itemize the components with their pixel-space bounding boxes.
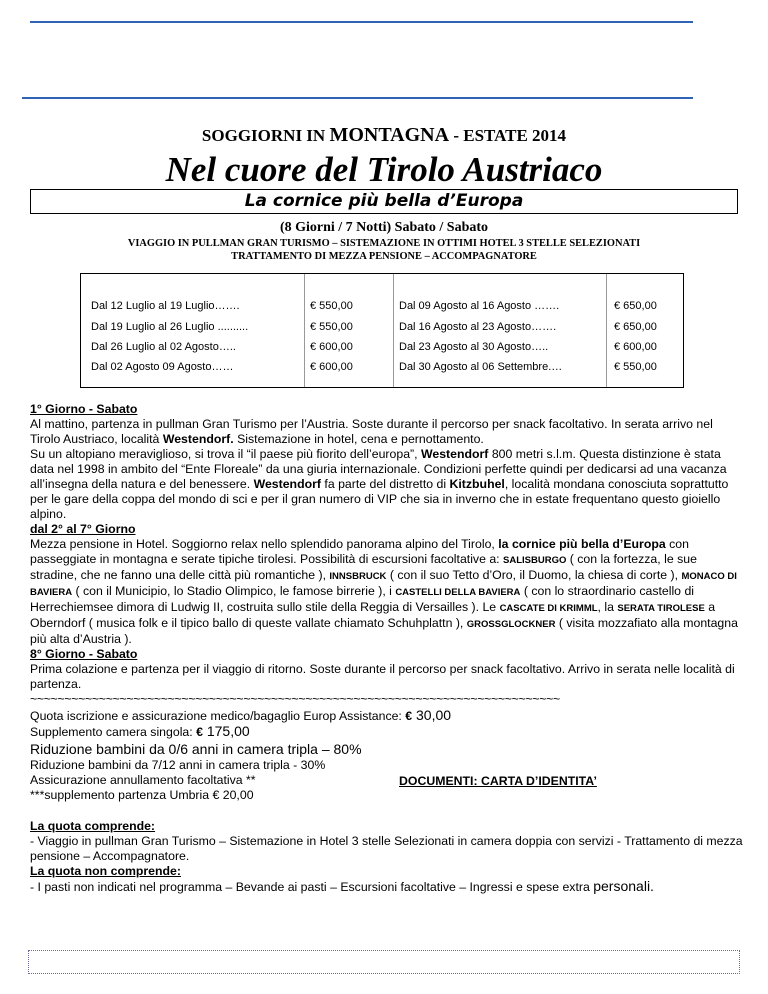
table-row: Dal 26 Luglio al 02 Agosto….. € 600,00 Dal 23 Agosto al 30 Agosto….. € 600,00 [91, 341, 657, 353]
supplemento-umbria: ***supplemento partenza Umbria € 20,00 [30, 788, 254, 802]
banner-text: La cornice più bella d’Europa [244, 191, 524, 211]
riduzione-7-12: Riduzione bambini da 7/12 anni in camera tripla - 30% [30, 758, 326, 772]
service-lines: VIAGGIO IN PULLMAN GRAN TURISMO – SISTEMAZIONE IN OTTIMI HOTEL 3 STELLE SELEZIONATI TRATTAMENTO DI MEZZA PENSIONE – ACCOMPAGNATORE [127, 238, 641, 262]
duration-line: (8 Giorni / 7 Notti) Sabato / Sabato [279, 220, 489, 235]
footer-box [28, 950, 740, 974]
supplemento-singola: Supplemento camera singola: € 175,00 [30, 723, 250, 739]
top-rule-2 [22, 97, 693, 99]
day2-paragraph: Mezza pensione in Hotel. Soggiorno relax nello splendido panorama alpino del Tirolo, la cornice più bella d’Europa con passeggiate in montagna e serate tipiche tirolesi. Possibilità di escursioni facoltative a: SALISBURGO ( con la fortezza, le sue stradine, che ne fanno una delle città più romantiche ), INNSBRUCK ( con il suo Tetto d’Oro, il Duomo, la chiesa di corte ), MONACO DI BAVIERA ( con il Municipio, lo Stadio Olimpico, le famose birrerie ), i CASTELLI DELLA BAVIERA ( con lo straordinario castello di Herrechiemsee dimora di Ludwig II, costruita sullo stile della Reggia di Versailles ). Le CASCATE DI KRIMML, la SERATA TIROLESE a Oberndorf ( musica folk e il tipico ballo di queste vallate chiamato Schuhplattn ), GROSSGLOCKNER ( visita mozzafiato alla montagna più alta d’Austria ). [30, 537, 738, 646]
separator: ~~~~~~~~~~~~~~~~~~~~~~~~~~~~~~~~~~~~~~~~~~~~~~~~~~~~~~~~~~~~~~~~~~~~~~~~~~~~~ [30, 692, 560, 706]
assicurazione-annullamento: Assicurazione annullamento facoltativa ** DOCUMENTI: CARTA D’IDENTITA’ [30, 773, 597, 788]
day8-paragraph: Prima colazione e partenza per il viaggio di ritorno. Soste durante il percorso per snack facoltativo. Arrivo in serata nelle località di partenza. [30, 662, 735, 691]
day2-heading: dal 2° al 7° Giorno [30, 522, 136, 536]
table-row: Dal 02 Agosto 09 Agosto…… € 600,00 Dal 30 Agosto al 06 Settembre.… € 550,00 [91, 361, 657, 373]
day1-paragraph: Al mattino, partenza in pullman Gran Turismo per l’Austria. Soste durante il percorso per snack facoltativo. In serata arrivo nel Tirolo Austriaco, località Westendorf. Sistemazione in hotel, cena e pernottamento. [30, 417, 713, 446]
documenti-note: DOCUMENTI: CARTA D’IDENTITA’ [399, 774, 597, 788]
banner-box [30, 189, 738, 214]
day8-heading: 8° Giorno - Sabato [30, 647, 138, 661]
main-title: Nel cuore del Tirolo Austriaco [165, 150, 603, 189]
table-row: Dal 19 Luglio al 26 Luglio .......... € 550,00 Dal 16 Agosto al 23 Agosto……. € 650,00 [91, 321, 657, 333]
quota-iscrizione: Quota iscrizione e assicurazione medico/bagaglio Europ Assistance: € 30,00 [30, 707, 452, 723]
day1-heading: 1° Giorno - Sabato [30, 402, 138, 416]
non-comprende-text: - I pasti non indicati nel programma – Bevande ai pasti – Escursioni facoltative – Ingressi e spese extra personali. [30, 878, 654, 894]
itinerary-body [30, 402, 746, 895]
header-title: SOGGIORNI IN MONTAGNA - ESTATE 2014 [201, 124, 567, 146]
table-row: Dal 12 Luglio al 19 Luglio……. € 550,00 Dal 09 Agosto al 16 Agosto ……. € 650,00 [91, 300, 657, 312]
riduzione-0-6: Riduzione bambini da 0/6 anni in camera tripla – 80% [30, 741, 362, 757]
comprende-heading: La quota comprende: [30, 819, 156, 833]
non-comprende-heading: La quota non comprende: [30, 864, 181, 878]
top-rule-1 [30, 21, 693, 23]
day1-description: Su un altopiano meraviglioso, si trova il “il paese più fiorito dell’europa”, Westendorf 800 metri s.l.m. Questa distinzione è stata data nel 1998 in ambito del “Ente Floreale” da una giuria internazionale. Condizioni perfette quindi per dedicarsi ad una vacanza all’insegna della natura e del benessere. Westendorf fa parte del distretto di Kitzbuhel, località mondana conosciuta soprattutto per le gare della coppa del mondo di sci e per il gran numero di VIP che sia in inverno che in estate frequentano questo gioiello alpino. [30, 447, 729, 521]
comprende-text: - Viaggio in pullman Gran Turismo – Sistemazione in Hotel 3 stelle Selezionati in camera doppia con servizi - Trattamento di mezza pensione – Accompagnatore. [30, 834, 743, 863]
price-table [80, 273, 684, 388]
